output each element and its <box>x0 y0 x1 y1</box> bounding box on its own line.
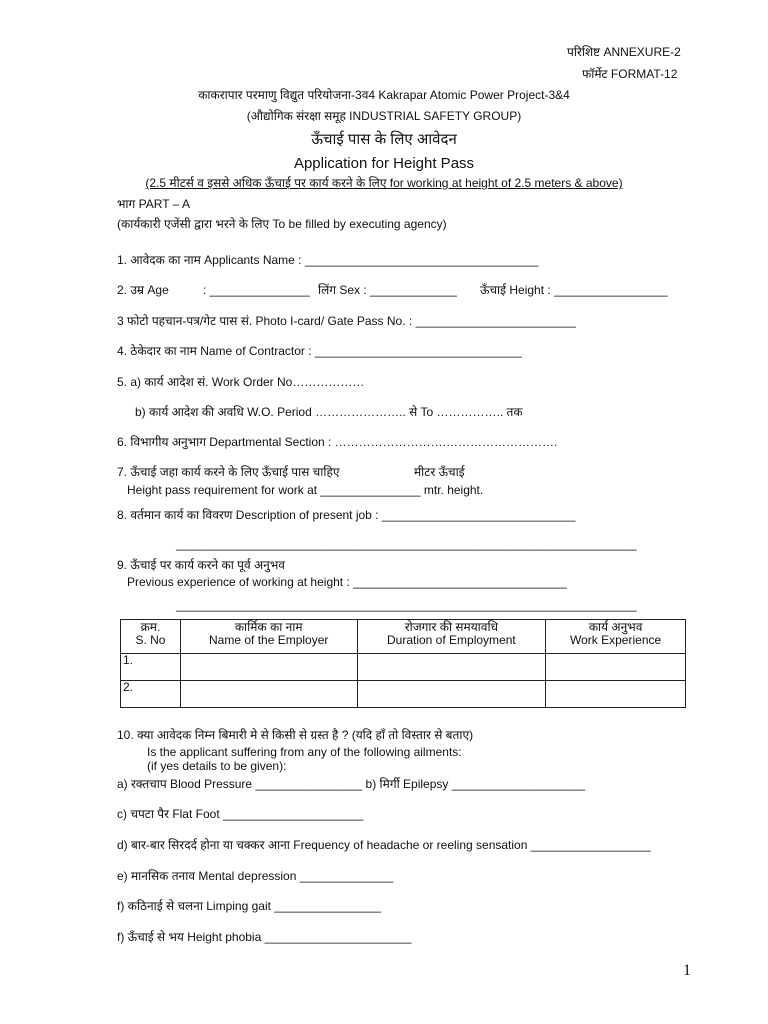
table-row <box>121 681 686 708</box>
field-height-req-hindi: 7. ऊँचाई जहा कार्य करने के लिए ऊँचाई पास चाहिए <box>117 465 340 479</box>
part-a-label: भाग PART – A <box>117 197 190 211</box>
table-cell-sno: 1. <box>121 654 181 681</box>
field-height-phobia[interactable]: f) ऊँचाई से भय Height phobia ______________________ <box>117 930 412 944</box>
field-height[interactable]: ऊँचाई Height : _________________ <box>480 283 668 297</box>
annexure-label: परिशिष्ट ANNEXURE-2 <box>567 45 681 59</box>
table-header-row <box>121 620 686 654</box>
table-cell-employer[interactable] <box>180 654 357 681</box>
field-mental-depression[interactable]: e) मानसिक तनाव Mental depression ______________ <box>117 869 394 883</box>
field-experience[interactable]: Previous experience of working at height : ________________________________ <box>127 575 567 589</box>
table-cell-employer[interactable] <box>180 681 357 708</box>
subtitle: (2.5 मीटर्स व इससे अधिक ऊँचाई पर कार्य करने के लिए for working at height of 2.5 meters & above) <box>145 176 623 190</box>
page-number: 1 <box>683 962 691 979</box>
field-blood-pressure-epilepsy[interactable]: a) रक्तचाप Blood Pressure ________________ b) मिर्गी Epilepsy ____________________ <box>117 777 586 791</box>
table-row <box>121 654 686 681</box>
field-sex[interactable]: लिंग Sex : _____________ <box>318 283 457 297</box>
field-department[interactable]: 6. विभागीय अनुभाग Departmental Section : ……………………….………………………. <box>117 435 558 449</box>
field-height-req-unit: मीटर ऊँचाई <box>414 465 465 479</box>
field-applicant-name[interactable]: 1. आवेदक का नाम Applicants Name : ___________________________________ <box>117 253 539 267</box>
project-name: काकरापार परमाणु विद्युत परियोजना-3व4 Kakrapar Atomic Power Project-3&4 <box>198 88 570 102</box>
column-header-sno: क्रम. S. No <box>121 620 181 654</box>
field-job-description-line[interactable]: _____________________________________________________________________ <box>176 537 637 551</box>
group-name: (औद्योगिक संरक्षा समूह INDUSTRIAL SAFETY GROUP) <box>246 109 522 123</box>
field-experience-line[interactable]: _____________________________________________________________________ <box>176 598 637 612</box>
field-height-requirement[interactable]: Height pass requirement for work at _______________ mtr. height. <box>127 483 484 497</box>
field-age[interactable]: : _______________ <box>203 283 310 297</box>
experience-table <box>120 619 686 708</box>
table-cell-experience[interactable] <box>546 654 686 681</box>
table-cell-experience[interactable] <box>546 681 686 708</box>
field-experience-hindi: 9. ऊँचाई पर कार्य करने का पूर्व अनुभव <box>117 558 285 572</box>
field-job-description[interactable]: 8. वर्तमान कार्य का विवरण Description of present job : _____________________________ <box>117 508 576 522</box>
field-wo-period[interactable]: b) कार्य आदेश की अवधि W.O. Period ………………….. से To …………….. तक <box>135 405 523 419</box>
column-header-experience: कार्य अनुभव Work Experience <box>546 620 686 654</box>
title-hindi: ऊँचाई पास के लिए आवेदन <box>311 131 457 148</box>
field-flat-foot[interactable]: c) चपटा पैर Flat Foot _____________________ <box>117 807 364 821</box>
field-gate-pass[interactable]: 3 फोटो पहचान-पत्र/गेट पास सं. Photo I-card/ Gate Pass No. : ________________________ <box>117 314 576 328</box>
table-cell-sno: 2. <box>121 681 181 708</box>
column-header-duration: रोजगार की समयावधि Duration of Employment <box>357 620 546 654</box>
part-a-note: (कार्यकारी एजेंसी द्वारा भरने के लिए To be filled by executing agency) <box>117 217 447 231</box>
ailments-question-hindi: 10. क्या आवेदक निम्न बिमारी मे से किसी से ग्रस्त है ? (यदि हाँ तो विस्तार से बताए) <box>117 728 474 742</box>
format-label: फॉर्मेट FORMAT-12 <box>582 67 678 81</box>
field-age-label: 2. उम्र Age <box>117 283 169 297</box>
table-cell-duration[interactable] <box>357 654 546 681</box>
field-contractor[interactable]: 4. ठेकेदार का नाम Name of Contractor : _______________________________ <box>117 344 522 358</box>
ailments-note: (if yes details to be given): <box>147 759 287 773</box>
field-work-order[interactable]: 5. a) कार्य आदेश सं. Work Order No……………… <box>117 375 365 389</box>
field-limping-gait[interactable]: f) कठिनाई से चलना Limping gait ________________ <box>117 899 382 913</box>
table-cell-duration[interactable] <box>357 681 546 708</box>
page-title: Application for Height Pass <box>293 155 475 172</box>
ailments-question: Is the applicant suffering from any of the following ailments: <box>147 745 462 759</box>
field-headache[interactable]: d) बार-बार सिरदर्द होना या चक्कर आना Frequency of headache or reeling sensation __________________ <box>117 838 651 852</box>
column-header-employer: कार्मिक का नाम Name of the Employer <box>180 620 357 654</box>
